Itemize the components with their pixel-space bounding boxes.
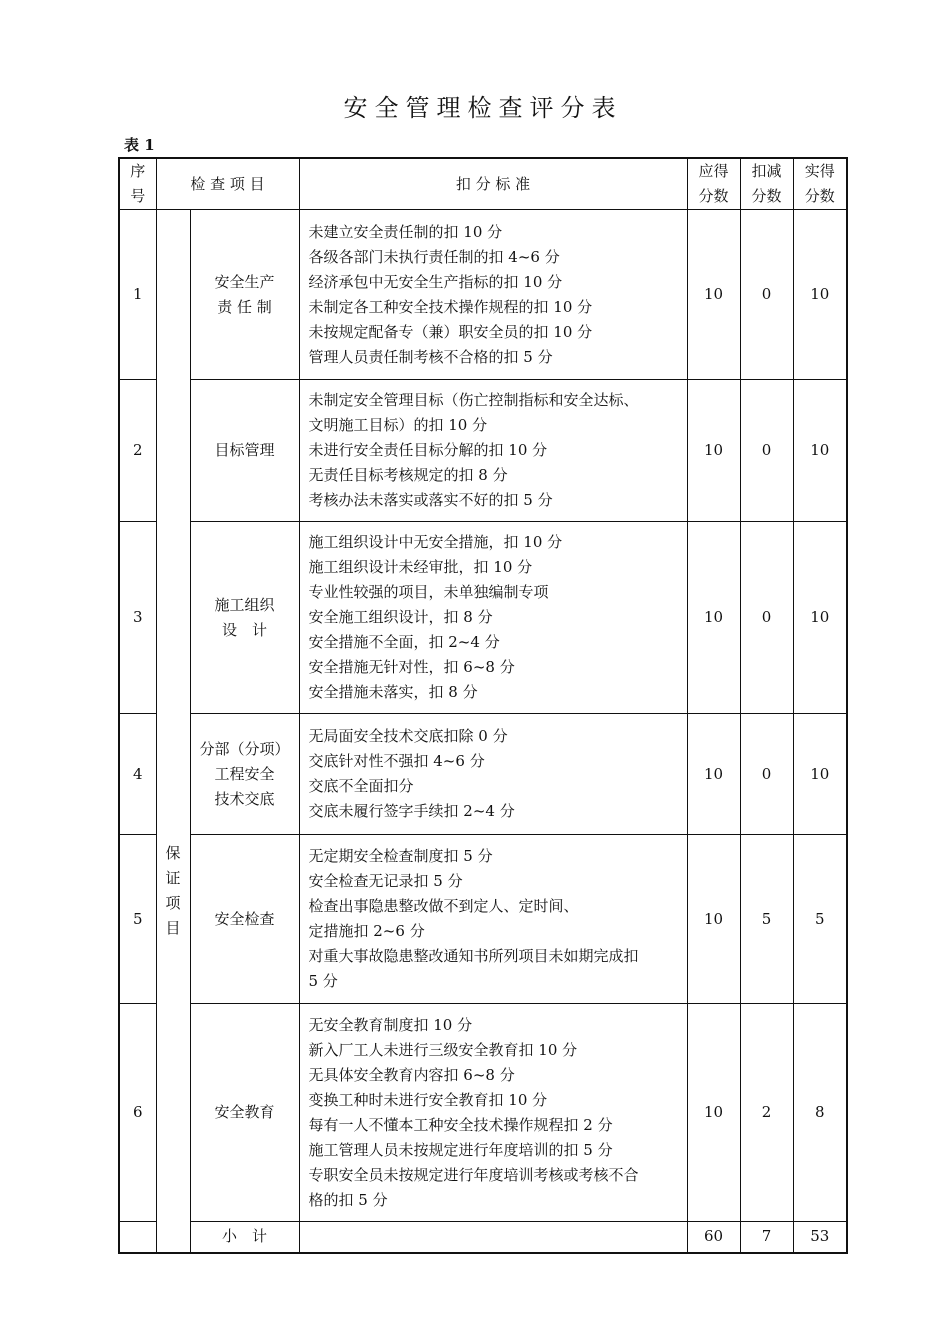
- actual-score: 10: [793, 522, 847, 714]
- criteria-line: 专职安全员未按规定进行年度培训考核或考核不合: [308, 1165, 639, 1184]
- check-item-line: 安全教育: [214, 1103, 275, 1121]
- check-item-line: 工程安全: [214, 764, 275, 783]
- criteria-line: 无责任目标考核规定的扣 8 分: [308, 466, 508, 484]
- subtotal-no-blank: [119, 1222, 156, 1253]
- deduction-criteria: [299, 1004, 687, 1222]
- actual-score: 5: [793, 835, 847, 1004]
- due-score: 10: [687, 210, 740, 380]
- deduct-score: 0: [740, 522, 793, 714]
- due-score: 10: [687, 1004, 740, 1222]
- header-actual: [793, 158, 847, 210]
- check-item-line: 施工组织: [214, 595, 275, 614]
- criteria-line: 交底未履行签字手续扣 2~4 分: [308, 802, 515, 820]
- deduct-score: 5: [740, 835, 793, 1004]
- criteria-line: 无具体安全教育内容扣 6~8 分: [308, 1065, 515, 1084]
- criteria-line: 安全施工组织设计，扣 8 分: [308, 608, 493, 626]
- criteria-line: 未制定各工种安全技术操作规程的扣 10 分: [308, 297, 593, 316]
- group-label-char: 目: [165, 918, 181, 937]
- check-item: [190, 835, 299, 1004]
- table-caption: 表 1: [124, 136, 155, 154]
- actual-score: 10: [793, 714, 847, 835]
- row-number: 2: [119, 380, 156, 522]
- criteria-line: 未建立安全责任制的扣 10 分: [308, 222, 503, 241]
- criteria-line: 无安全教育制度扣 10 分: [308, 1015, 473, 1034]
- criteria-line: 经济承包中无安全生产指标的扣 10 分: [308, 272, 563, 291]
- row-number: 4: [119, 714, 156, 835]
- criteria-line: 专业性较强的项目，未单独编制专项: [308, 583, 549, 601]
- header-deduct-line1: 扣减: [751, 162, 782, 180]
- criteria-line: 管理人员责任制考核不合格的扣 5 分: [308, 347, 553, 366]
- criteria-line: 施工组织设计中无安全措施，扣 10 分: [308, 533, 563, 551]
- deduct-score: 0: [740, 380, 793, 522]
- table-row: [119, 380, 847, 522]
- header-actual-line2: 分数: [804, 187, 835, 205]
- criteria-line: 检查出事隐患整改做不到定人、定时间、: [308, 897, 579, 915]
- group-label: [156, 210, 190, 1253]
- group-label-char: 保: [165, 843, 181, 862]
- criteria-line: 未按规定配备专（兼）职安全员的扣 10 分: [308, 322, 593, 341]
- criteria-line: 未制定安全管理目标（伤亡控制指标和安全达标、: [308, 391, 639, 409]
- deduction-criteria: [299, 835, 687, 1004]
- criteria-line: 施工管理人员未按规定进行年度培训的扣 5 分: [308, 1140, 613, 1159]
- criteria-line: 各级各部门未执行责任制的扣 4~6 分: [308, 247, 560, 266]
- header-due: [687, 158, 740, 210]
- criteria-line: 安全措施无针对性，扣 6~8 分: [308, 658, 515, 676]
- row-number: 1: [119, 210, 156, 380]
- header-deduct: [740, 158, 793, 210]
- check-item-line: 设 计: [221, 620, 267, 639]
- subtotal-criteria-blank: [299, 1222, 687, 1253]
- check-item: [190, 522, 299, 714]
- header-criteria: 扣 分 标 准: [299, 158, 687, 210]
- criteria-line: 安全措施未落实，扣 8 分: [308, 683, 478, 701]
- criteria-line: 新入厂工人未进行三级安全教育扣 10 分: [308, 1040, 578, 1059]
- criteria-line: 变换工种时未进行安全教育扣 10 分: [308, 1090, 548, 1109]
- row-number: 6: [119, 1004, 156, 1222]
- criteria-line: 未进行安全责任目标分解的扣 10 分: [308, 441, 548, 459]
- table-row: [119, 714, 847, 835]
- page-title: 安全管理检查评分表: [343, 94, 623, 122]
- criteria-line: 5 分: [308, 972, 338, 990]
- due-score: 10: [687, 380, 740, 522]
- criteria-line: 施工组织设计未经审批，扣 10 分: [308, 558, 533, 576]
- criteria-line: 考核办法未落实或落实不好的扣 5 分: [308, 491, 553, 509]
- row-number: 5: [119, 835, 156, 1004]
- table-row: [119, 210, 847, 380]
- due-score: 10: [687, 522, 740, 714]
- check-item-line: 安全生产: [214, 272, 275, 291]
- check-item-line: 目标管理: [214, 441, 275, 459]
- actual-score: 8: [793, 1004, 847, 1222]
- header-deduct-line2: 分数: [751, 187, 782, 205]
- deduction-criteria: [299, 522, 687, 714]
- criteria-line: 定措施扣 2~6 分: [308, 922, 425, 940]
- table-row: [119, 835, 847, 1004]
- criteria-line: 安全措施不全面，扣 2~4 分: [308, 633, 500, 651]
- due-score: 10: [687, 714, 740, 835]
- row-number: 3: [119, 522, 156, 714]
- criteria-line: 无局面安全技术交底扣除 0 分: [308, 727, 508, 745]
- due-score: 10: [687, 835, 740, 1004]
- check-item: [190, 714, 299, 835]
- header-due-line2: 分数: [698, 187, 729, 205]
- deduction-criteria: [299, 380, 687, 522]
- check-item: [190, 380, 299, 522]
- criteria-line: 交底针对性不强扣 4~6 分: [308, 752, 485, 770]
- group-label-char: 证: [165, 868, 181, 887]
- deduct-score: 0: [740, 210, 793, 380]
- actual-score: 10: [793, 210, 847, 380]
- header-row: [119, 158, 847, 210]
- subtotal-row: [119, 1222, 847, 1253]
- header-no-line1: 序: [130, 162, 146, 180]
- actual-score: 10: [793, 380, 847, 522]
- check-item-line: 安全检查: [214, 909, 275, 928]
- subtotal-label: 小 计: [190, 1222, 299, 1253]
- check-item-line: 责 任 制: [217, 297, 272, 316]
- check-item-line: 分部（分项）: [199, 739, 290, 758]
- deduct-score: 2: [740, 1004, 793, 1222]
- check-item: [190, 210, 299, 380]
- header-item: 检 查 项 目: [156, 158, 299, 210]
- check-item: [190, 1004, 299, 1222]
- header-no: [119, 158, 156, 210]
- group-label-char: 项: [165, 893, 181, 912]
- criteria-line: 对重大事故隐患整改通知书所列项目未如期完成扣: [308, 947, 639, 965]
- deduction-criteria: [299, 210, 687, 380]
- criteria-line: 交底不全面扣分: [308, 777, 414, 795]
- table-row: [119, 522, 847, 714]
- header-no-line2: 号: [130, 187, 146, 205]
- header-actual-line1: 实得: [804, 162, 835, 180]
- check-item-line: 技术交底: [214, 789, 275, 808]
- deduction-criteria: [299, 714, 687, 835]
- subtotal-deduct: 7: [740, 1222, 793, 1253]
- subtotal-actual: 53: [793, 1222, 847, 1253]
- header-due-line1: 应得: [698, 162, 729, 180]
- criteria-line: 无定期安全检查制度扣 5 分: [308, 847, 493, 865]
- deduct-score: 0: [740, 714, 793, 835]
- table-row: [119, 1004, 847, 1222]
- score-table: [118, 157, 848, 1254]
- criteria-line: 文明施工目标）的扣 10 分: [308, 416, 488, 434]
- criteria-line: 安全检查无记录扣 5 分: [308, 872, 463, 890]
- criteria-line: 每有一人不懂本工种安全技术操作规程扣 2 分: [308, 1115, 613, 1134]
- criteria-line: 格的扣 5 分: [308, 1190, 388, 1209]
- subtotal-due: 60: [687, 1222, 740, 1253]
